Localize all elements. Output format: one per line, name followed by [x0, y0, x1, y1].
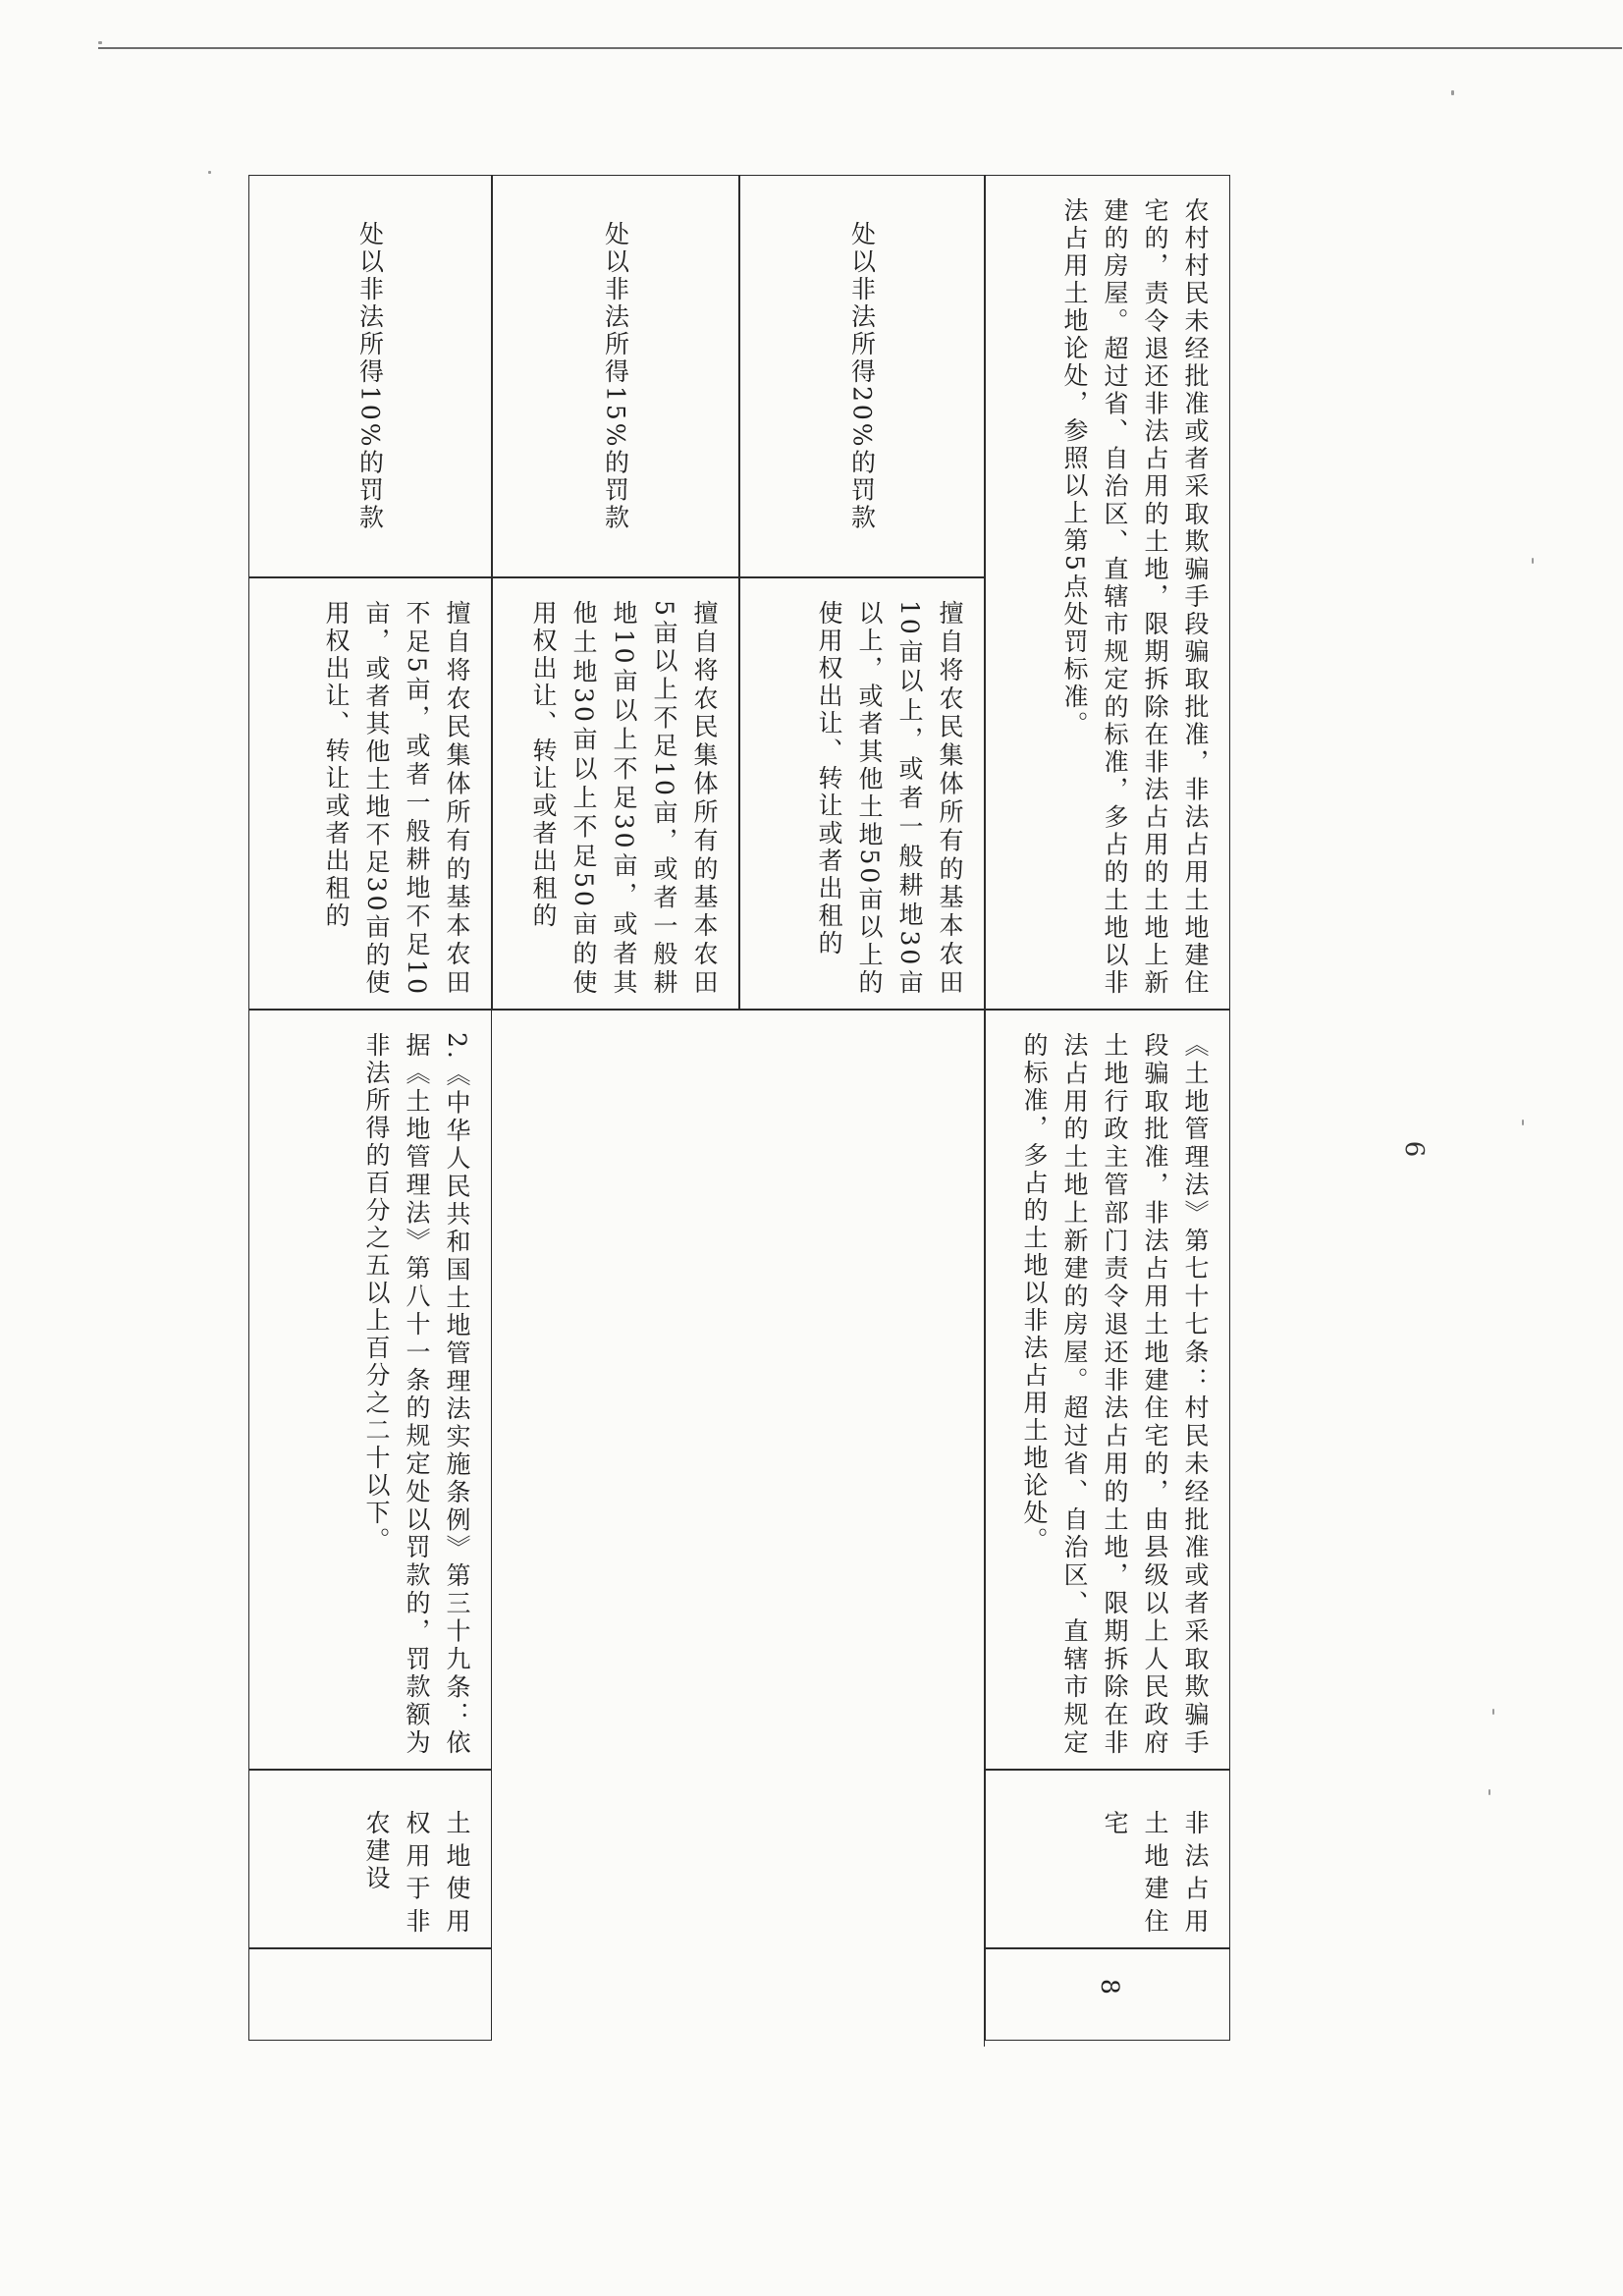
- row-index: 8: [1096, 1979, 1124, 1995]
- row-index-cell: [985, 1948, 1230, 2041]
- category-cell: [248, 1770, 492, 1948]
- scan-speck: [1522, 1120, 1524, 1125]
- top-rule: [98, 47, 1622, 49]
- scan-speck: [1532, 558, 1534, 564]
- circumstance-cell: [492, 577, 739, 1010]
- penalty-cell: [739, 175, 985, 577]
- legal-basis-text: 《土地管理法》第七十七条：村民未经批准或者采取欺骗手段骗取批准，非法占用土地建住宅的，由县级以上人民政府土地行政主管部门责令退还非法占用的土地，限期拆除在非法占用的土地上新建的房屋。超过省、自治区、直辖市规定的标准，多占的土地以非法占用土地论处。: [1020, 1032, 1210, 1757]
- detail-cell: [985, 175, 1230, 1010]
- circumstance-cell: [248, 577, 492, 1010]
- circumstance-text: 擅自将农民集体所有的基本农田5亩以上不足10亩，或者一般耕地10亩以上不足30亩，或者其他土地30亩以上不足50亩的使用权出让、转让或者出租的: [529, 600, 719, 997]
- legal-basis-cell: [248, 1010, 492, 1770]
- scan-speck: [208, 171, 211, 174]
- penalty-text: 处以非法所得20%的罚款: [847, 220, 877, 532]
- detail-text: 农村村民未经批准或者采取欺骗手段骗取批准，非法占用土地建住宅的，责令退还非法占用的土地，限期拆除在非法占用的土地上新建的房屋。超过省、自治区、直辖市规定的标准，多占的土地以非法占用土地论处，参照以上第5点处罚标准。: [1060, 197, 1210, 997]
- row-index-cell: [248, 1948, 492, 2041]
- circumstance-text: 擅自将农民集体所有的基本农田10亩以上，或者一般耕地30亩以上，或者其他土地50亩以上的使用权出让、转让或者出租的: [815, 600, 964, 997]
- penalty-text: 处以非法所得15%的罚款: [601, 220, 630, 532]
- scan-speck: [1451, 90, 1454, 95]
- circumstance-cell: [739, 577, 985, 1010]
- merged-blank-cell: [492, 1010, 985, 2047]
- scan-speck: [98, 41, 102, 44]
- penalty-text: 处以非法所得10%的罚款: [355, 220, 385, 532]
- scan-speck: [1492, 1709, 1494, 1715]
- penalty-cell: [248, 175, 492, 577]
- circumstance-text: 擅自将农民集体所有的基本农田不足5亩，或者一般耕地不足10亩，或者其他土地不足30亩的使用权出让、转让或者出租的: [322, 600, 471, 997]
- category-text: 非法占用土地建住宅: [1101, 1810, 1210, 1936]
- category-text: 土地使用权用于非农建设: [362, 1810, 471, 1936]
- legal-basis-text: 2.《中华人民共和国土地管理法实施条例》第三十九条：依据《土地管理法》第八十一条的规定处以罚款的，罚款额为非法所得的百分之五以上百分之二十以下。: [362, 1032, 471, 1757]
- category-cell: [985, 1770, 1230, 1948]
- page-number: 6: [1399, 1140, 1429, 1158]
- penalty-cell: [492, 175, 739, 577]
- legal-basis-cell: [985, 1010, 1230, 1770]
- scan-speck: [1488, 1789, 1490, 1795]
- penalty-table: [248, 175, 1230, 2041]
